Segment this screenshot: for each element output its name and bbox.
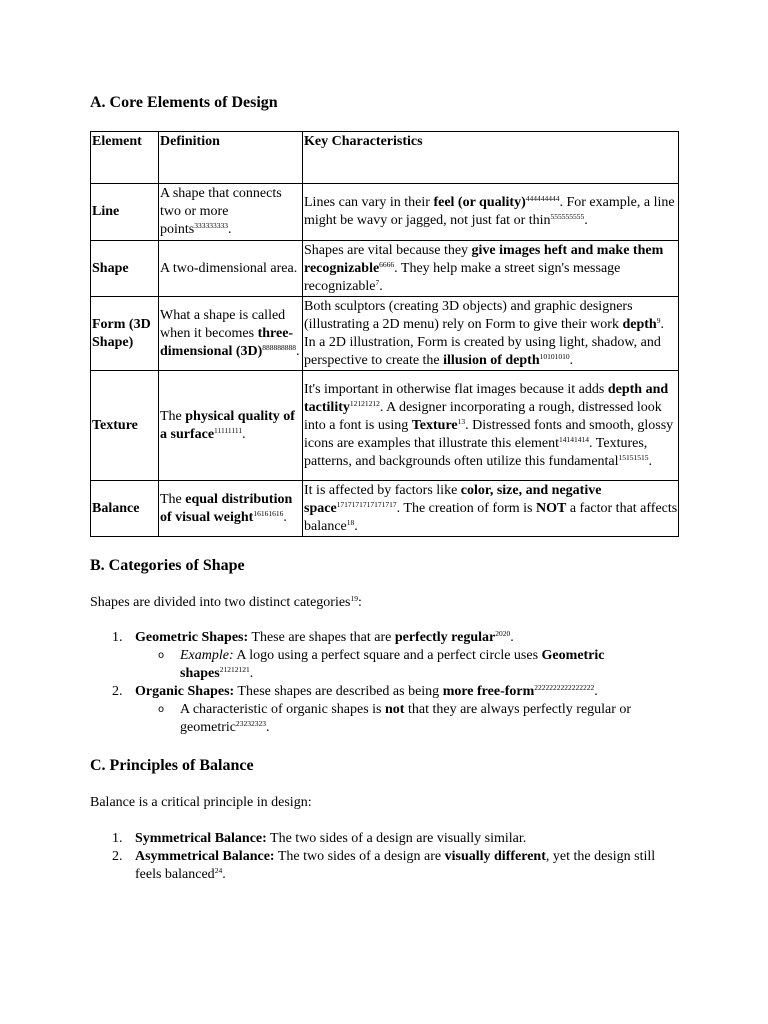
list-item-text: Geometric Shapes: These are shapes that are perfectly regular$^{2020}$. bbox=[135, 629, 514, 645]
footnote-marker: 2020 bbox=[495, 629, 511, 638]
bold-text: Geometric Shapes: bbox=[135, 630, 249, 645]
definition-cell: What a shape is called when it becomes three-dimensional $(3D)^{888888888}$. bbox=[159, 297, 303, 371]
footnote-marker: 10101010 bbox=[539, 351, 570, 361]
section-b-intro: Shapes are divided into two distinct categories$^{19}$: bbox=[90, 594, 362, 610]
core-elements-table bbox=[90, 131, 679, 537]
bold-text: give images heft and make them recognizable bbox=[304, 242, 664, 276]
list-item bbox=[90, 830, 680, 848]
footnote-marker: 15151515 bbox=[618, 452, 649, 462]
sub-list-item-text: Example: A logo using a perfect square and a perfect circle uses Geometric shapes$^{21212121}$. bbox=[180, 648, 605, 681]
element-cell: Texture bbox=[91, 371, 159, 481]
section-b-heading: B. Categories of Shape bbox=[90, 557, 245, 574]
definition-cell: A two-dimensional area. bbox=[159, 241, 303, 297]
sub-list bbox=[135, 647, 680, 683]
definition-cell: The equal distribution of visual weight$^{16161616}$. bbox=[159, 481, 303, 537]
table-header-key-characteristics: Key Characteristics bbox=[303, 132, 679, 184]
bold-text: NOT bbox=[535, 500, 567, 516]
sub-list bbox=[135, 701, 680, 737]
table-row bbox=[91, 297, 679, 371]
definition-cell: A shape that connects two or more points$^{333333333}$. bbox=[159, 184, 303, 241]
bold-text: Organic Shapes: bbox=[135, 684, 235, 699]
bold-text: equal distribution of visual weight bbox=[160, 491, 293, 525]
footnote-marker: 19 bbox=[350, 594, 358, 603]
list-item-text: Symmetrical Balance: The two sides of a design are visually similar. bbox=[135, 831, 527, 846]
table-row bbox=[91, 371, 679, 481]
shape-categories-list bbox=[90, 629, 680, 737]
footnote-marker: 9 bbox=[656, 315, 661, 325]
characteristics-cell: Lines can vary in their feel (or quality)$^{444444444}$. For example, a line might be wavy or jagged, not just fat or thin$^{555555555}$. bbox=[303, 184, 679, 241]
list-number: 1. bbox=[112, 630, 123, 645]
footnote-marker: 888888888 bbox=[262, 342, 297, 352]
element-cell: Balance bbox=[91, 481, 159, 537]
bold-text: more free-form bbox=[442, 684, 535, 699]
list-item bbox=[90, 848, 680, 884]
bold-text: perfectly regular bbox=[394, 630, 496, 645]
list-item bbox=[90, 629, 680, 683]
table-row bbox=[91, 184, 679, 241]
sub-list-item-text: A characteristic of organic shapes is not that they are always perfectly regular or geometric$^{23232323}$. bbox=[180, 702, 632, 735]
table-row bbox=[91, 241, 679, 297]
characteristics-cell: It's important in otherwise flat images because it adds depth and tactility$^{12121212}$. A designer incorporating a rough, distressed look into a font is using Texture$^{13}$. Distressed fonts and smooth, glossy icons are examples that illustrate this element$^{14141414}$. Textures, patterns, and backgrounds often utilize this fundamental$^{15151515}$. bbox=[303, 371, 679, 481]
bold-text: Geometric shapes bbox=[180, 648, 605, 681]
bullet-icon: o bbox=[158, 650, 165, 661]
table-row bbox=[91, 481, 679, 537]
list-number: 2. bbox=[112, 849, 123, 864]
bold-text: depth and tactility bbox=[304, 381, 669, 415]
characteristics-cell: It is affected by factors like color, size, and negative space$^{1717171717171717}$. The creation of form is NOT a factor that affects balance$^{18}$. bbox=[303, 481, 679, 537]
list-number: 1. bbox=[112, 831, 123, 846]
table-header-element: Element bbox=[91, 132, 159, 184]
footnote-marker: 11111111 bbox=[214, 425, 243, 435]
footnote-marker: 444444444 bbox=[525, 194, 560, 203]
footnote-marker: 6666 bbox=[379, 259, 395, 269]
bold-text: not bbox=[385, 702, 405, 717]
list-item-text: Organic Shapes: These shapes are described as being more free-form$^{2222222222222222}$. bbox=[135, 683, 598, 699]
table-header-row bbox=[91, 132, 679, 184]
section-a-heading: A. Core Elements of Design bbox=[90, 94, 278, 111]
list-item-text: Asymmetrical Balance: The two sides of a design are visually different, yet the design still feels balanced$^{24}$. bbox=[135, 849, 656, 882]
footnote-marker: 555555555 bbox=[550, 212, 585, 221]
bold-text: color, size, and negative space bbox=[304, 482, 602, 516]
section-c-intro: Balance is a critical principle in design: bbox=[90, 795, 312, 810]
footnote-marker: 2222222222222222 bbox=[534, 683, 595, 692]
footnote-marker: 13 bbox=[457, 416, 466, 426]
bold-text: depth bbox=[622, 316, 657, 332]
italic-text: Example: bbox=[180, 648, 234, 663]
bold-text: visually different bbox=[444, 849, 546, 864]
footnote-marker: 14141414 bbox=[559, 434, 590, 444]
element-cell: Shape bbox=[91, 241, 159, 297]
bold-text: three-dimensional (3D) bbox=[160, 325, 294, 359]
element-cell: Form (3D Shape) bbox=[91, 297, 159, 371]
bold-text: physical quality of a surface bbox=[160, 408, 295, 442]
bold-text: illusion of depth bbox=[443, 352, 540, 368]
section-c-heading: C. Principles of Balance bbox=[90, 757, 254, 774]
footnote-marker: 1717171717171717 bbox=[336, 499, 397, 509]
bold-text: feel (or quality) bbox=[433, 195, 526, 210]
footnote-marker: 21212121 bbox=[219, 665, 250, 674]
balance-principles-list bbox=[90, 830, 680, 884]
bold-text: Symmetrical Balance: bbox=[135, 831, 267, 846]
bold-text: Texture bbox=[411, 417, 458, 433]
bold-text: Asymmetrical Balance: bbox=[135, 849, 275, 864]
characteristics-cell: Shapes are vital because they give images heft and make them recognizable$^{6666}$. They help make a street sign's message recognizable$^7$. bbox=[303, 241, 679, 297]
table-header-definition: Definition bbox=[159, 132, 303, 184]
definition-cell: The physical quality of a surface$^{11111111}$. bbox=[159, 371, 303, 481]
footnote-marker: 12121212 bbox=[349, 398, 380, 408]
list-number: 2. bbox=[112, 684, 123, 699]
element-cell: Line bbox=[91, 184, 159, 241]
bullet-icon: o bbox=[158, 704, 165, 715]
footnote-marker: 333333333 bbox=[194, 221, 228, 230]
footnote-marker: 23232323 bbox=[235, 719, 266, 728]
sub-list-item bbox=[90, 647, 680, 683]
sub-list-item bbox=[90, 701, 680, 737]
list-item bbox=[90, 683, 680, 737]
footnote-marker: 16161616 bbox=[253, 508, 284, 518]
characteristics-cell: Both sculptors (creating 3D objects) and graphic designers (illustrating a 2D menu) rely on Form to give their work depth$^9$. In a 2D illustration, Form is created by using light, shadow, and perspective to create the illusion of depth$^{10101010}$. bbox=[303, 297, 679, 371]
footnote-marker: 24 bbox=[214, 866, 223, 875]
footnote-marker: 18 bbox=[346, 517, 355, 527]
footnote-marker: 7 bbox=[375, 277, 380, 287]
